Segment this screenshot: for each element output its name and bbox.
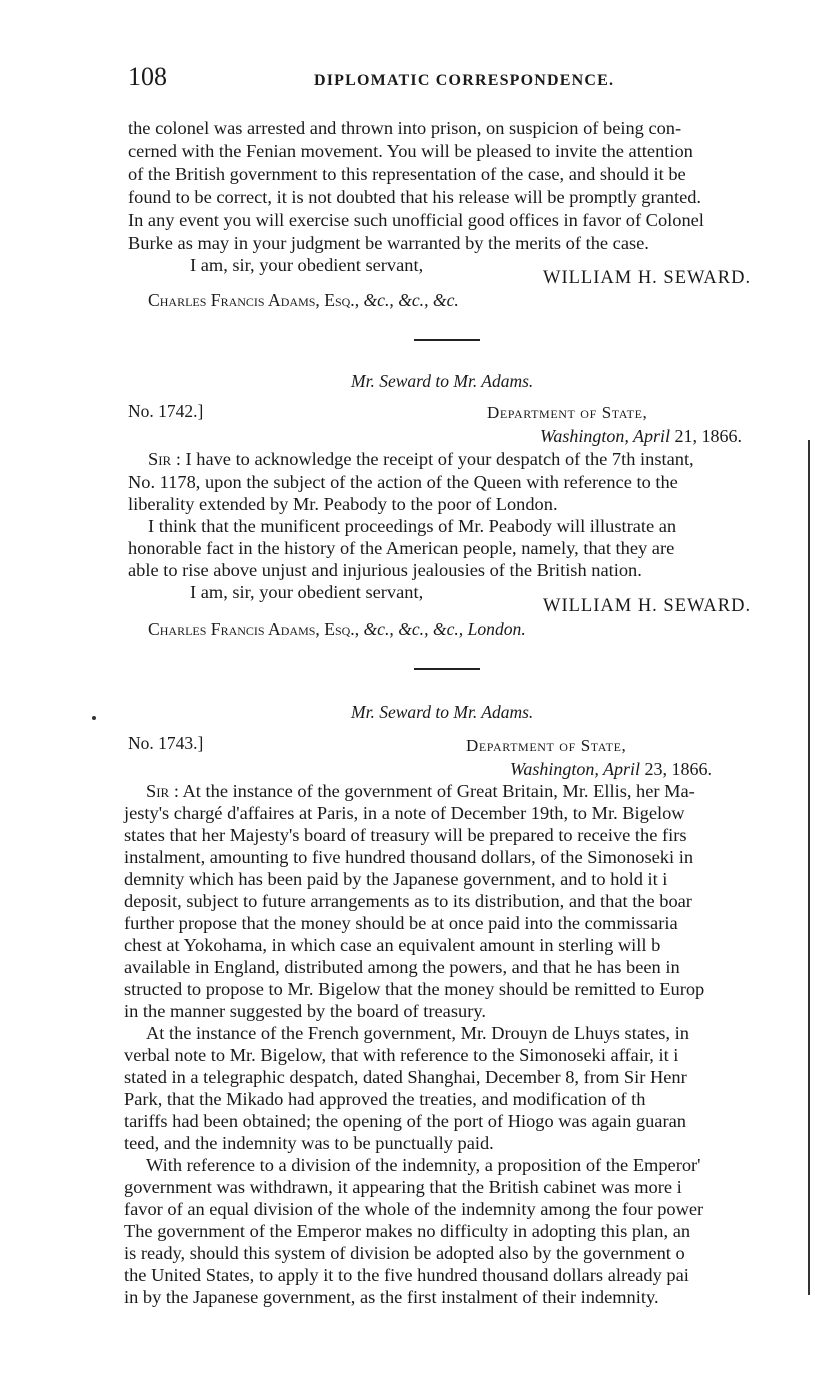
body-line: honorable fact in the history of the American people, namely, that they are — [128, 538, 675, 558]
body-line: government was withdrawn, it appearing that the British cabinet was more i — [124, 1177, 682, 1197]
page-number: 108 — [128, 62, 167, 91]
body-line: further propose that the money should be at once paid into the commissaria — [124, 913, 678, 933]
body-line: liberality extended by Mr. Peabody to the poor of London. — [128, 494, 558, 514]
body-line: available in England, distributed among the powers, and that he has been in — [124, 957, 680, 977]
body-line: the colonel was arrested and thrown into prison, on suspicion of being con- — [128, 118, 682, 138]
addressee — [148, 619, 526, 640]
letter-date — [540, 426, 742, 447]
signature: WILLIAM H. SEWARD. — [543, 268, 752, 288]
body-line: jesty's chargé d'affaires at Paris, in a note of December 19th, to Mr. Bigelow — [124, 803, 685, 823]
addressee — [148, 290, 459, 311]
addressee-tail: &c., &c., &c. — [363, 290, 459, 310]
body-line: favor of an equal division of the whole of the indemnity among the four power — [124, 1199, 704, 1219]
body-line: teed, and the indemnity was to be punctually paid. — [124, 1133, 494, 1153]
body-line: In any event you will exercise such unofficial good offices in favor of Colonel — [128, 210, 704, 230]
body-text: I have to acknowledge the receipt of your despatch of the 7th instant, — [180, 449, 694, 469]
letter-number: No. 1743.] — [128, 733, 204, 753]
letter-caption: Mr. Seward to Mr. Adams. — [351, 371, 534, 391]
body-line: demnity which has been paid by the Japanese government, and to hold it i — [124, 869, 668, 889]
body-line: in the manner suggested by the board of treasury. — [124, 1001, 486, 1021]
date-rest: 23, 1866. — [640, 759, 713, 779]
signature: WILLIAM H. SEWARD. — [543, 596, 752, 616]
body-line — [146, 781, 808, 801]
body-line: With reference to a division of the indemnity, a proposition of the Emperor' — [146, 1155, 701, 1175]
body-line: of the British government to this representation of the case, and should it be — [128, 164, 686, 184]
closing-line: I am, sir, your obedient servant, — [190, 255, 424, 275]
body-line: instalment, amounting to five hundred thousand dollars, of the Simonoseki in — [124, 847, 694, 867]
body-line: the United States, to apply it to the five hundred thousand dollars already pai — [124, 1265, 689, 1285]
department-heading: Department of State, — [487, 403, 648, 422]
letter-caption: Mr. Seward to Mr. Adams. — [351, 702, 534, 722]
addressee-tail: &c., &c., &c., London. — [363, 619, 526, 639]
body-line: Burke as may in your judgment be warranted by the merits of the case. — [128, 233, 649, 253]
body-line: deposit, subject to future arrangements as to its distribution, and that the boar — [124, 891, 692, 911]
date-place: Washington, April — [510, 759, 641, 779]
body-line: No. 1178, upon the subject of the action of the Queen with reference to the — [128, 472, 678, 492]
closing-line: I am, sir, your obedient servant, — [190, 582, 424, 602]
date-place: Washington, April — [540, 426, 671, 446]
letter-date — [510, 759, 712, 780]
addressee-name: Charles Francis Adams, Esq., — [148, 290, 360, 310]
running-head: DIPLOMATIC CORRESPONDENCE. — [314, 72, 615, 89]
body-line: At the instance of the French government, Mr. Drouyn de Lhuys states, in — [146, 1023, 689, 1043]
page-header — [128, 62, 798, 96]
date-rest: 21, 1866. — [670, 426, 743, 446]
department-heading: Department of State, — [466, 736, 627, 755]
body-line — [148, 449, 810, 469]
page-edge-shadow — [808, 440, 810, 1295]
body-line: tariffs had been obtained; the opening of the port of Hiogo was again guaran — [124, 1111, 686, 1131]
body-line: is ready, should this system of division be adopted also by the government o — [124, 1243, 685, 1263]
letter-number: No. 1742.] — [128, 401, 204, 421]
section-rule — [414, 668, 480, 670]
body-line: found to be correct, it is not doubted that his release will be promptly granted. — [128, 187, 702, 207]
body-line: in by the Japanese government, as the first instalment of their indemnity. — [124, 1287, 659, 1307]
body-line: Park, that the Mikado had approved the treaties, and modification of th — [124, 1089, 646, 1109]
body-line: able to rise above unjust and injurious jealousies of the British nation. — [128, 560, 642, 580]
body-line: The government of the Emperor makes no difficulty in adopting this plan, an — [124, 1221, 691, 1241]
body-line: verbal note to Mr. Bigelow, that with reference to the Simonoseki affair, it i — [124, 1045, 679, 1065]
body-line: cerned with the Fenian movement. You will be pleased to invite the attention — [128, 141, 693, 161]
salutation: Sir : — [148, 449, 181, 469]
addressee-name: Charles Francis Adams, Esq., — [148, 619, 360, 639]
ink-dot — [92, 716, 96, 720]
body-line: stated in a telegraphic despatch, dated Shanghai, December 8, from Sir Henr — [124, 1067, 687, 1087]
body-line: states that her Majesty's board of treasury will be prepared to receive the firs — [124, 825, 687, 845]
section-rule — [414, 339, 480, 341]
body-line: structed to propose to Mr. Bigelow that the money should be remitted to Europ — [124, 979, 705, 999]
body-line: chest at Yokohama, in which case an equivalent amount in sterling will b — [124, 935, 661, 955]
body-line: I think that the munificent proceedings of Mr. Peabody will illustrate an — [148, 516, 677, 536]
salutation: Sir : — [146, 781, 179, 801]
body-text: At the instance of the government of Great Britain, Mr. Ellis, her Ma- — [178, 781, 695, 801]
